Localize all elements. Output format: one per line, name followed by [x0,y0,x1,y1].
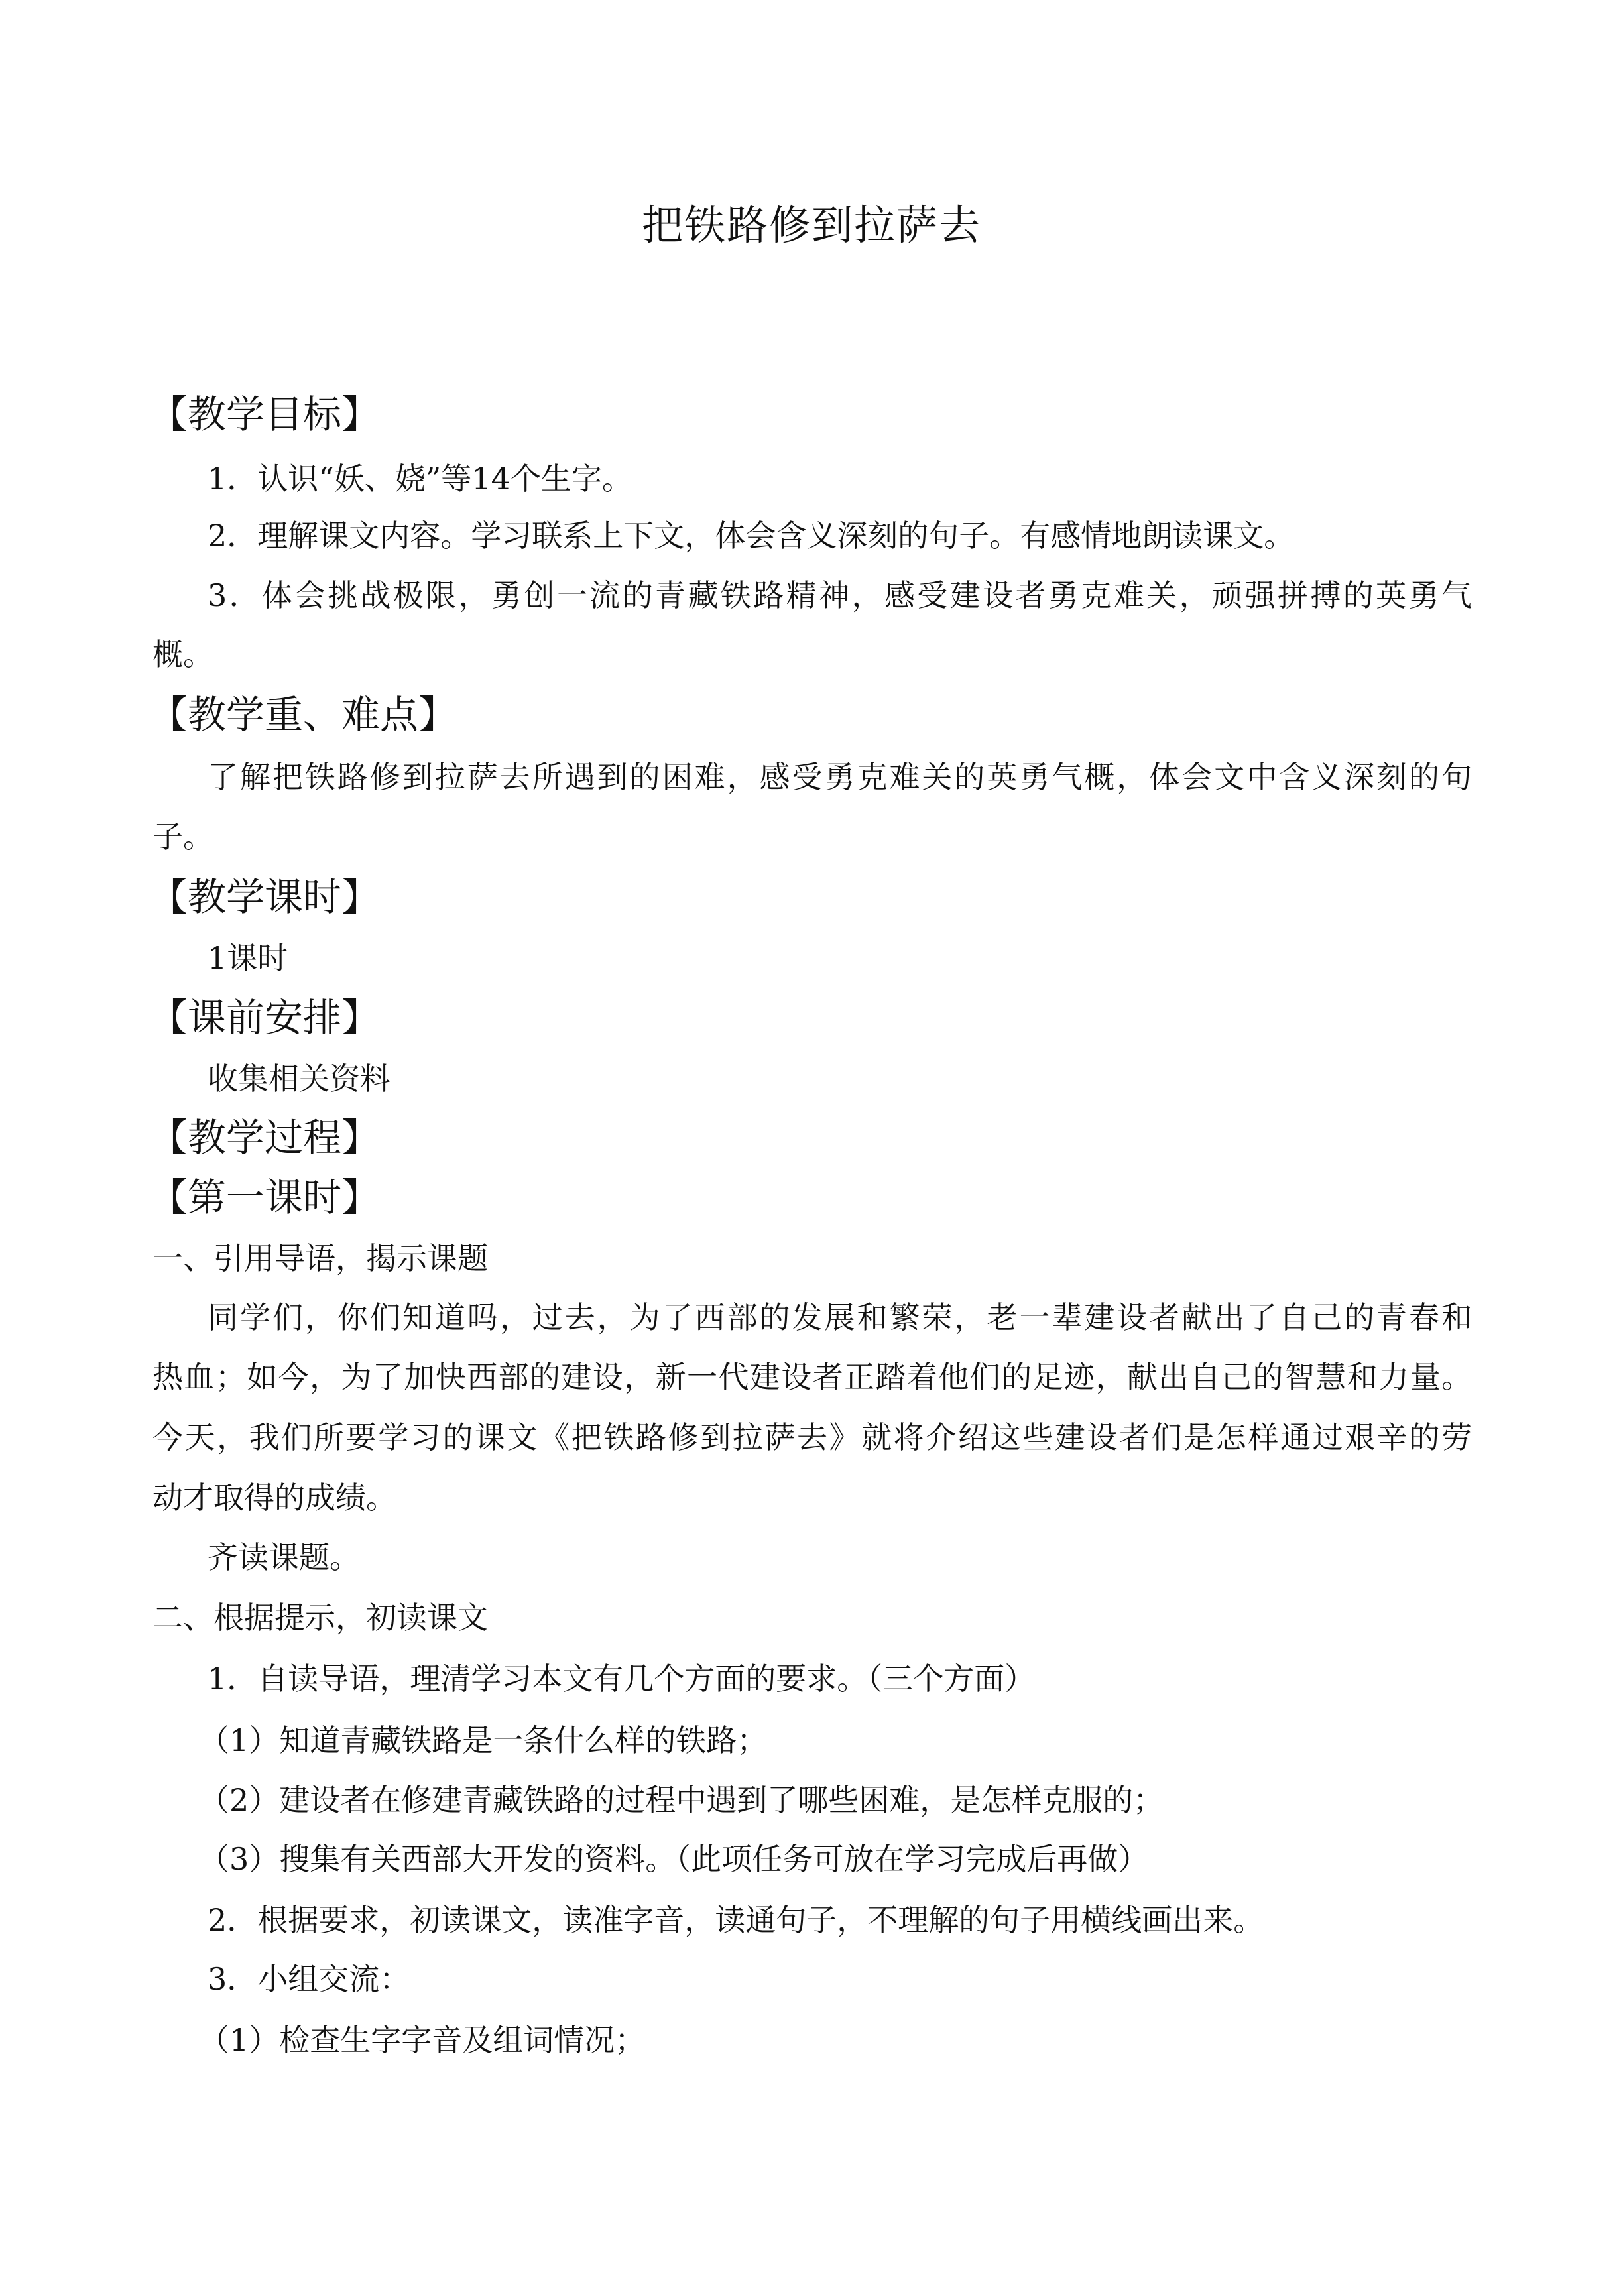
part-2-item-3: 3．小组交流： [208,1961,410,1997]
key-points-line-2: 子。 [152,819,213,855]
objective-item-2: 2．理解课文内容。学习联系上下文，体会含义深刻的句子。有感情地朗读课文。 [208,518,1295,554]
part-2-sub-item-3: （3）搜集有关西部大开发的资料。（此项任务可放在学习完成后再做） [199,1841,1149,1877]
hours-text: 1课时 [208,940,288,976]
part-1-title: 一、引用导语，揭示课题 [152,1240,488,1276]
section-heading-prep: 【课前安排】 [149,995,381,1040]
key-points-line-1: 了解把铁路修到拉萨去所遇到的困难，感受勇克难关的英勇气概，体会文中含义深刻的句 [208,759,1472,795]
prep-text: 收集相关资料 [208,1061,391,1097]
section-heading-process: 【教学过程】 [149,1115,381,1160]
section-heading-key-points: 【教学重、难点】 [149,692,457,737]
part-1-paragraph-line-4: 动才取得的成绩。 [152,1480,396,1516]
objective-item-1: 1．认识“妖、娆”等14个生字。 [208,461,632,497]
objective-item-3-line-2: 概。 [152,636,213,672]
part-2-item-1: 1．自读导语，理清学习本文有几个方面的要求。（三个方面） [208,1661,1036,1697]
part-1-paragraph-line-2: 热血；如今，为了加快西部的建设，新一代建设者正踏着他们的足迹，献出自己的智慧和力量。 [152,1359,1472,1395]
part-2-title: 二、根据提示，初读课文 [152,1600,488,1636]
section-heading-objectives: 【教学目标】 [149,392,381,437]
part-1-read-title: 齐读课题。 [208,1540,360,1575]
objective-item-3-line-1: 3．体会挑战极限，勇创一流的青藏铁路精神，感受建设者勇克难关，顽强拼搏的英勇气 [208,577,1472,613]
section-heading-hours: 【教学课时】 [149,875,381,920]
part-2-sub-item-2: （2）建设者在修建青藏铁路的过程中遇到了哪些困难，是怎样克服的； [199,1782,1164,1818]
part-2-sub-item-1: （1）知道青藏铁路是一条什么样的铁路； [199,1722,768,1758]
part-2-item-3-sub-1: （1）检查生字字音及组词情况； [199,2022,646,2058]
part-2-item-2: 2．根据要求，初读课文，读准字音，读通句子，不理解的句子用横线画出来。 [208,1902,1264,1938]
part-1-paragraph-line-1: 同学们，你们知道吗，过去，为了西部的发展和繁荣，老一辈建设者献出了自己的青春和 [208,1299,1472,1335]
part-1-paragraph-line-3: 今天，我们所要学习的课文《把铁路修到拉萨去》就将介绍这些建设者们是怎样通过艰辛的劳 [152,1420,1472,1455]
page-title: 把铁路修到拉萨去 [641,201,981,249]
section-heading-first-lesson: 【第一课时】 [149,1175,381,1220]
